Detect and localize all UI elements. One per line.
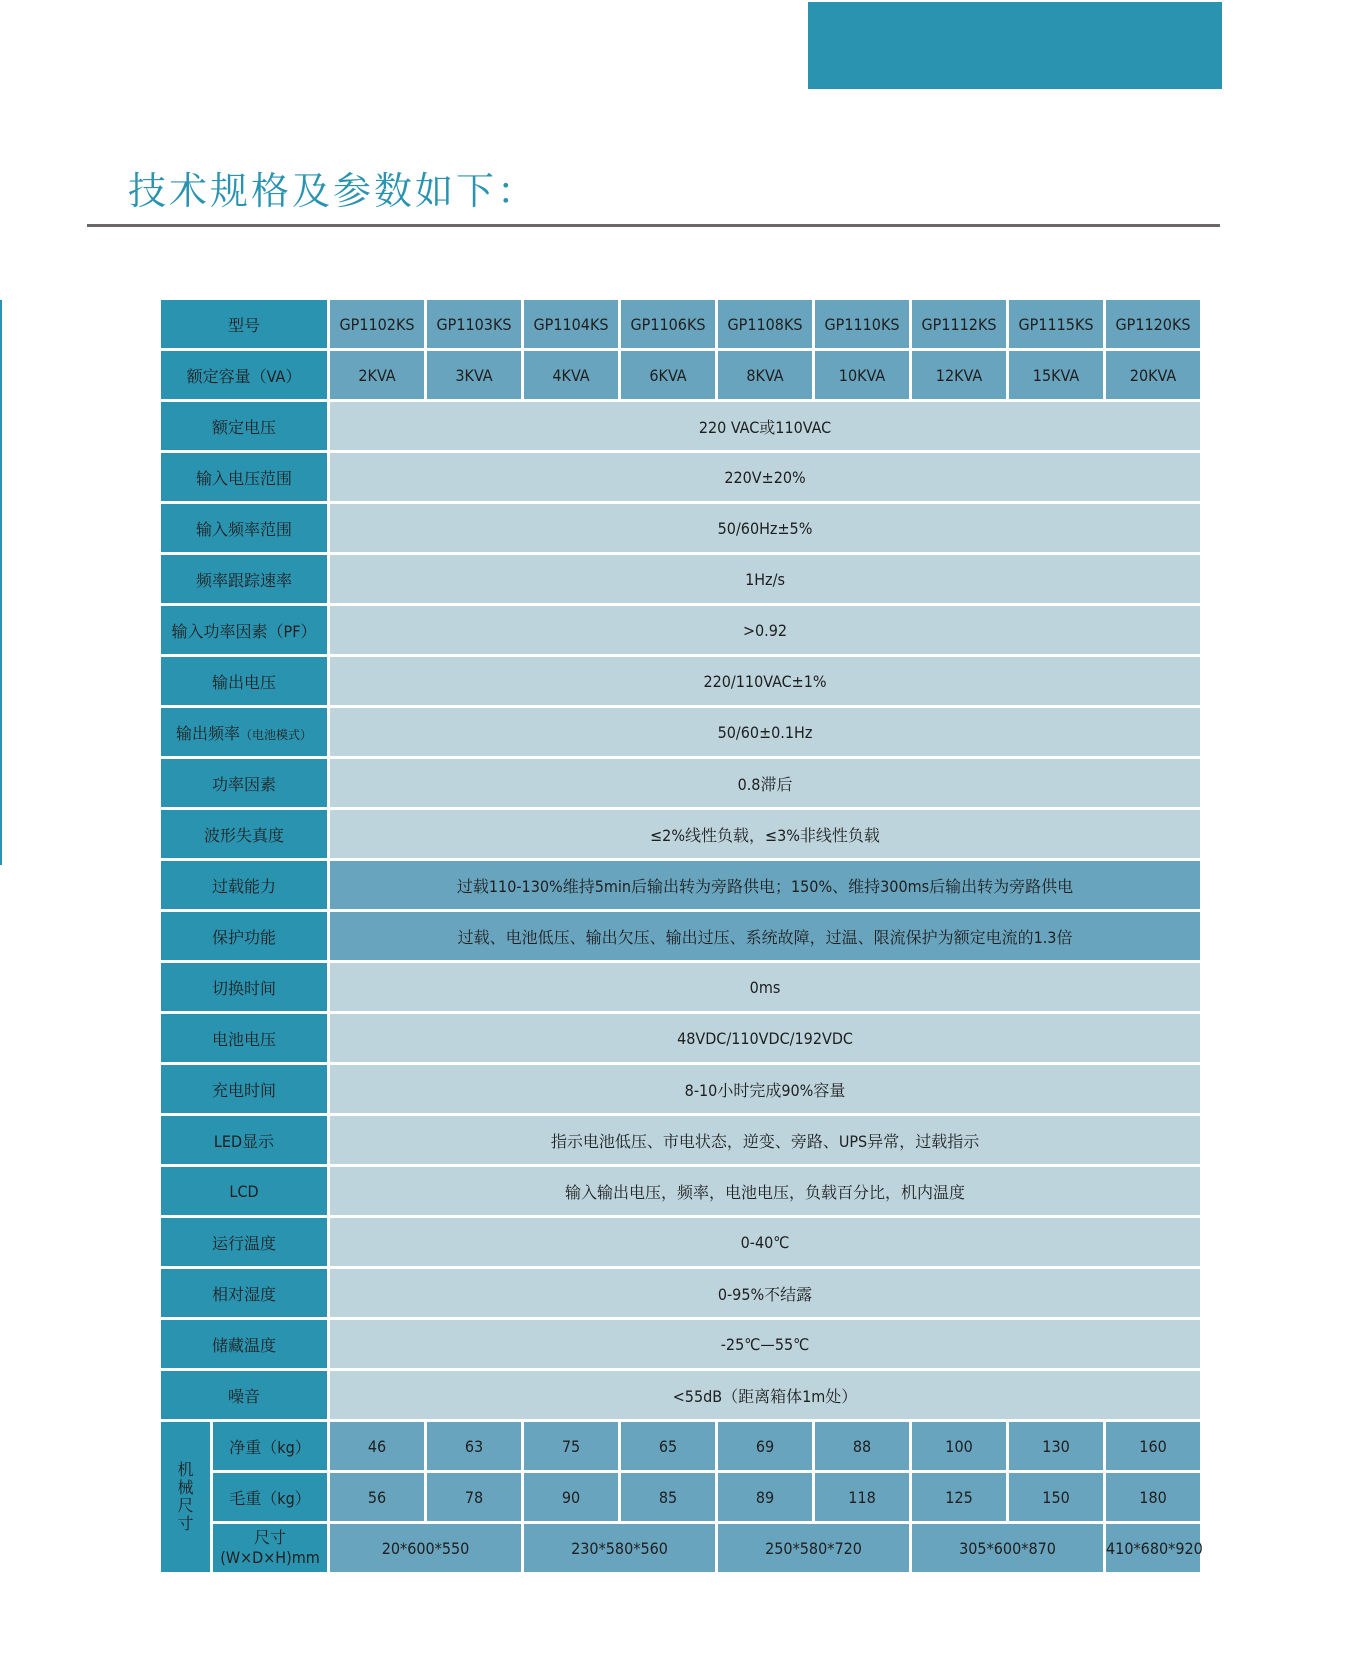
net-weight-cell: 65	[621, 1422, 715, 1470]
table-row	[161, 1320, 1200, 1368]
capacity-cell: 15KVA	[1009, 351, 1103, 399]
row-value: 0ms	[330, 963, 1200, 1011]
row-value: 220/110VAC±1%	[330, 657, 1200, 705]
dimensions-label: 尺寸	[254, 1528, 287, 1547]
model-cell: GP1115KS	[1009, 300, 1103, 348]
row-value: ≤2%线性负载，≤3%非线性负载	[330, 810, 1200, 858]
group-label-char: 械	[177, 1478, 194, 1497]
page-title: 技术规格及参数如下：	[128, 169, 539, 213]
table-row	[161, 963, 1200, 1011]
row-label	[213, 1524, 327, 1572]
gross-weight-cell: 125	[912, 1473, 1006, 1521]
table-row	[161, 912, 1200, 960]
table-row	[161, 453, 1200, 501]
group-label-char: 尺	[177, 1496, 194, 1515]
table-row	[161, 1167, 1200, 1215]
capacity-cell: 8KVA	[718, 351, 812, 399]
row-label: 波形失真度	[161, 810, 327, 858]
table-row-dimensions	[161, 1524, 1200, 1572]
capacity-cell: 6KVA	[621, 351, 715, 399]
capacity-cell: 3KVA	[427, 351, 521, 399]
dimensions-cell: 250*580*720	[718, 1524, 909, 1572]
row-label: 输入电压范围	[161, 453, 327, 501]
table-row	[161, 1116, 1200, 1164]
table-row-net-weight	[161, 1422, 1200, 1470]
header-accent-bar	[808, 2, 1222, 89]
row-value: 0.8滞后	[330, 759, 1200, 807]
net-weight-cell: 63	[427, 1422, 521, 1470]
row-value: 8-10小时完成90%容量	[330, 1065, 1200, 1113]
row-value: 50/60Hz±5%	[330, 504, 1200, 552]
model-cell: GP1120KS	[1106, 300, 1200, 348]
gross-weight-cell: 90	[524, 1473, 618, 1521]
row-label: 切换时间	[161, 963, 327, 1011]
table-row	[161, 1269, 1200, 1317]
net-weight-cell: 46	[330, 1422, 424, 1470]
table-row-gross-weight	[161, 1473, 1200, 1521]
model-cell: GP1102KS	[330, 300, 424, 348]
row-label: 净重（kg）	[213, 1422, 327, 1470]
table-row	[161, 1065, 1200, 1113]
row-value: 过载110-130%维持5min后输出转为旁路供电；150%、维持300ms后输出转为旁路供电	[330, 861, 1200, 909]
gross-weight-cell: 180	[1106, 1473, 1200, 1521]
row-label: 频率跟踪速率	[161, 555, 327, 603]
table-row-capacity	[161, 351, 1200, 399]
table-row	[161, 1014, 1200, 1062]
row-label: 运行温度	[161, 1218, 327, 1266]
model-cell: GP1104KS	[524, 300, 618, 348]
capacity-cell: 4KVA	[524, 351, 618, 399]
table-row	[161, 708, 1200, 756]
table-row	[161, 402, 1200, 450]
dimensions-unit: (W×D×H)mm	[220, 1548, 320, 1567]
row-value: 0-40℃	[330, 1218, 1200, 1266]
row-label-text: 输出频率	[175, 723, 240, 743]
row-value: 48VDC/110VDC/192VDC	[330, 1014, 1200, 1062]
table-row	[161, 657, 1200, 705]
row-value: 指示电池低压、市电状态，逆变、旁路、UPS异常，过载指示	[330, 1116, 1200, 1164]
table-row	[161, 606, 1200, 654]
table-row	[161, 759, 1200, 807]
row-label: LED显示	[161, 1116, 327, 1164]
row-value: 220V±20%	[330, 453, 1200, 501]
dimensions-cell: 230*580*560	[524, 1524, 715, 1572]
table-row	[161, 1218, 1200, 1266]
row-value: 输入输出电压，频率，电池电压，负载百分比，机内温度	[330, 1167, 1200, 1215]
table-row-model	[161, 300, 1200, 348]
spec-table	[158, 297, 1203, 1575]
net-weight-cell: 75	[524, 1422, 618, 1470]
table-row	[161, 1371, 1200, 1419]
row-label: 噪音	[161, 1371, 327, 1419]
row-value: 0-95%不结露	[330, 1269, 1200, 1317]
gross-weight-cell: 150	[1009, 1473, 1103, 1521]
gross-weight-cell: 85	[621, 1473, 715, 1521]
mechanical-size-group-label	[161, 1422, 210, 1572]
left-edge-stripe	[0, 300, 2, 865]
model-cell: GP1108KS	[718, 300, 812, 348]
table-row	[161, 504, 1200, 552]
row-label: 毛重（kg）	[213, 1473, 327, 1521]
capacity-cell: 12KVA	[912, 351, 1006, 399]
group-label-char: 寸	[177, 1514, 194, 1533]
net-weight-cell: 160	[1106, 1422, 1200, 1470]
row-value: -25℃—55℃	[330, 1320, 1200, 1368]
row-label: 相对湿度	[161, 1269, 327, 1317]
capacity-cell: 20KVA	[1106, 351, 1200, 399]
row-label: 型号	[161, 300, 327, 348]
table-row	[161, 861, 1200, 909]
row-value: 220 VAC或110VAC	[330, 402, 1200, 450]
row-value: >0.92	[330, 606, 1200, 654]
row-value: 1Hz/s	[330, 555, 1200, 603]
row-label: 过载能力	[161, 861, 327, 909]
net-weight-cell: 100	[912, 1422, 1006, 1470]
gross-weight-cell: 56	[330, 1473, 424, 1521]
capacity-cell: 10KVA	[815, 351, 909, 399]
model-cell: GP1103KS	[427, 300, 521, 348]
row-value: 50/60±0.1Hz	[330, 708, 1200, 756]
model-cell: GP1110KS	[815, 300, 909, 348]
row-label: 额定容量（VA）	[161, 351, 327, 399]
row-label: 输入功率因素（PF）	[161, 606, 327, 654]
model-cell: GP1112KS	[912, 300, 1006, 348]
gross-weight-cell: 118	[815, 1473, 909, 1521]
spec-table-body	[161, 300, 1203, 1572]
group-label-char: 机	[177, 1460, 194, 1479]
net-weight-cell: 130	[1009, 1422, 1103, 1470]
row-label: 储藏温度	[161, 1320, 327, 1368]
dimensions-cell: 410*680*920	[1106, 1524, 1200, 1572]
capacity-cell: 2KVA	[330, 351, 424, 399]
net-weight-cell: 69	[718, 1422, 812, 1470]
row-value: 过载、电池低压、输出欠压、输出过压、系统故障，过温、限流保护为额定电流的1.3倍	[330, 912, 1200, 960]
row-label: 输出电压	[161, 657, 327, 705]
dimensions-cell: 305*600*870	[912, 1524, 1103, 1572]
gross-weight-cell: 78	[427, 1473, 521, 1521]
row-label-note: （电池模式）	[240, 727, 313, 742]
row-label: 充电时间	[161, 1065, 327, 1113]
table-row	[161, 555, 1200, 603]
row-label: LCD	[161, 1167, 327, 1215]
row-label: 电池电压	[161, 1014, 327, 1062]
dimensions-cell: 20*600*550	[330, 1524, 521, 1572]
net-weight-cell: 88	[815, 1422, 909, 1470]
row-label: 输入频率范围	[161, 504, 327, 552]
row-label	[161, 708, 327, 756]
model-cell: GP1106KS	[621, 300, 715, 348]
title-divider	[87, 224, 1220, 227]
gross-weight-cell: 89	[718, 1473, 812, 1521]
row-label: 保护功能	[161, 912, 327, 960]
row-value: <55dB（距离箱体1m处）	[330, 1371, 1200, 1419]
row-label: 功率因素	[161, 759, 327, 807]
row-label: 额定电压	[161, 402, 327, 450]
table-row	[161, 810, 1200, 858]
